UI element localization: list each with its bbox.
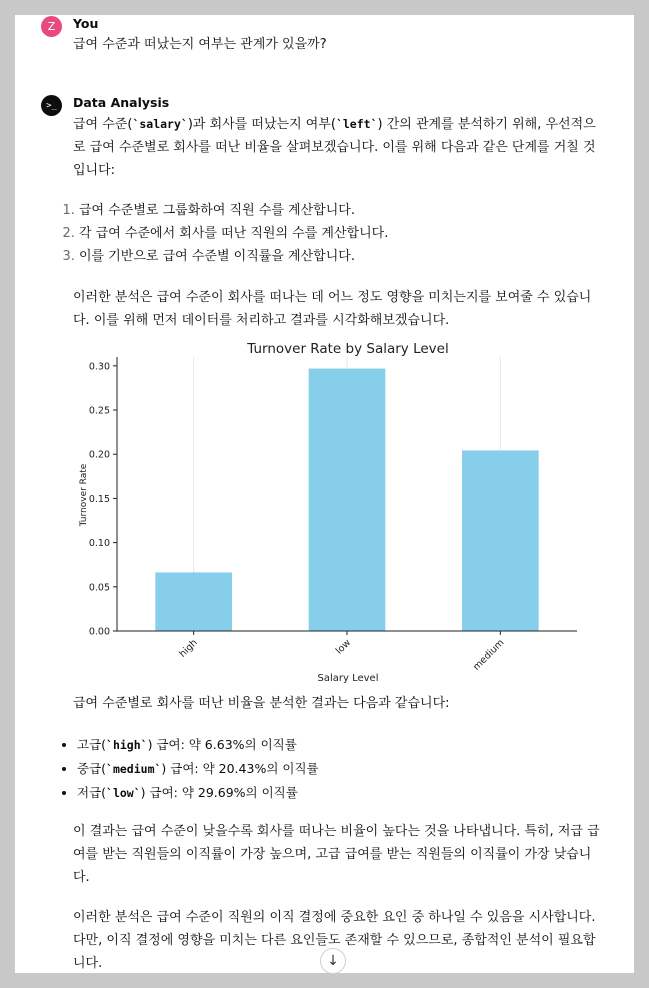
bar-high xyxy=(155,572,232,631)
user-avatar: Z xyxy=(41,16,62,37)
y-tick-label: 0.25 xyxy=(88,405,110,417)
assistant-para-5: 이러한 분석은 급여 수준이 직원의 이직 결정에 중요한 요인 중 하나일 수 있음을 시사합니다. 다만, 이직 결정에 영향을 미치는 다른 요인들도 존재할 수 있으므로, 종합적인 분석이 필요합니다. xyxy=(73,910,596,971)
assistant-para-4: 이 결과는 급여 수준이 낮을수록 회사를 떠나는 비율이 높다는 것을 나타냅니다. 특히, 저급 급여를 받는 직원들의 이직률이 가장 높으며, 고급 급여를 받는 직원들의 이직률이 가장 낮습니다. xyxy=(73,824,600,885)
assistant-intro: 급여 수준(`salary`)과 회사를 떠났는지 여부(`left`) 간의 관계를 분석하기 위해, 우선적으로 급여 수준별로 회사를 떠난 비율을 살펴보겠습니다. 이를 위해 다음과 같은 단계를 거칠 것입니다: xyxy=(73,117,596,178)
list-item: 1. 급여 수준별로 그룹화하여 직원 수를 계산합니다. xyxy=(79,199,599,222)
chart-title: Turnover Rate by Salary Level xyxy=(247,341,449,357)
assistant-para-3: 급여 수준별로 회사를 떠난 비율을 분석한 결과는 다음과 같습니다: xyxy=(73,696,450,711)
user-name: You xyxy=(73,16,99,31)
y-tick-label: 0.10 xyxy=(88,538,110,550)
assistant-name: Data Analysis xyxy=(73,95,170,110)
y-tick-label: 0.30 xyxy=(88,361,110,373)
x-tick-label: low xyxy=(333,637,354,657)
list-item: • 고급(`high`) 급여: 약 6.63%의 이직률 xyxy=(77,733,597,757)
y-tick-label: 0.05 xyxy=(88,582,110,594)
list-item: 2. 각 급여 수준에서 회사를 떠난 직원의 수를 계산합니다. xyxy=(79,222,599,245)
results-list xyxy=(61,733,597,805)
arrow-down-icon: ↓ xyxy=(327,953,339,969)
bar-low xyxy=(309,369,386,631)
scroll-down-button[interactable] xyxy=(320,948,346,974)
assistant-para-2: 이러한 분석은 급여 수준이 회사를 떠나는 데 어느 정도 영향을 미치는지를 보여줄 수 있습니다. 이를 위해 먼저 데이터를 처리하고 결과를 시각화해보겠습니다. xyxy=(73,290,592,328)
user-message-text: 급여 수준과 떠났는지 여부는 관계가 있을까? xyxy=(73,37,327,52)
bar-medium xyxy=(462,450,539,631)
y-axis-label: Turnover Rate xyxy=(79,463,89,527)
list-item: 3. 이를 기반으로 급여 수준별 이직률을 계산합니다. xyxy=(79,245,599,268)
assistant-avatar-icon: >_ xyxy=(41,95,62,116)
x-tick-label: high xyxy=(177,637,200,660)
chat-card xyxy=(15,15,634,973)
x-tick-label: medium xyxy=(471,637,507,673)
list-item: • 중급(`medium`) 급여: 약 20.43%의 이직률 xyxy=(77,757,597,781)
y-tick-label: 0.20 xyxy=(88,449,110,461)
turnover-bar-chart xyxy=(73,335,593,687)
y-tick-label: 0.15 xyxy=(88,493,110,505)
y-tick-label: 0.00 xyxy=(88,626,110,638)
list-item: • 저급(`low`) 급여: 약 29.69%의 이직률 xyxy=(77,781,597,805)
x-axis-label: Salary Level xyxy=(317,673,379,684)
steps-list xyxy=(55,199,599,268)
